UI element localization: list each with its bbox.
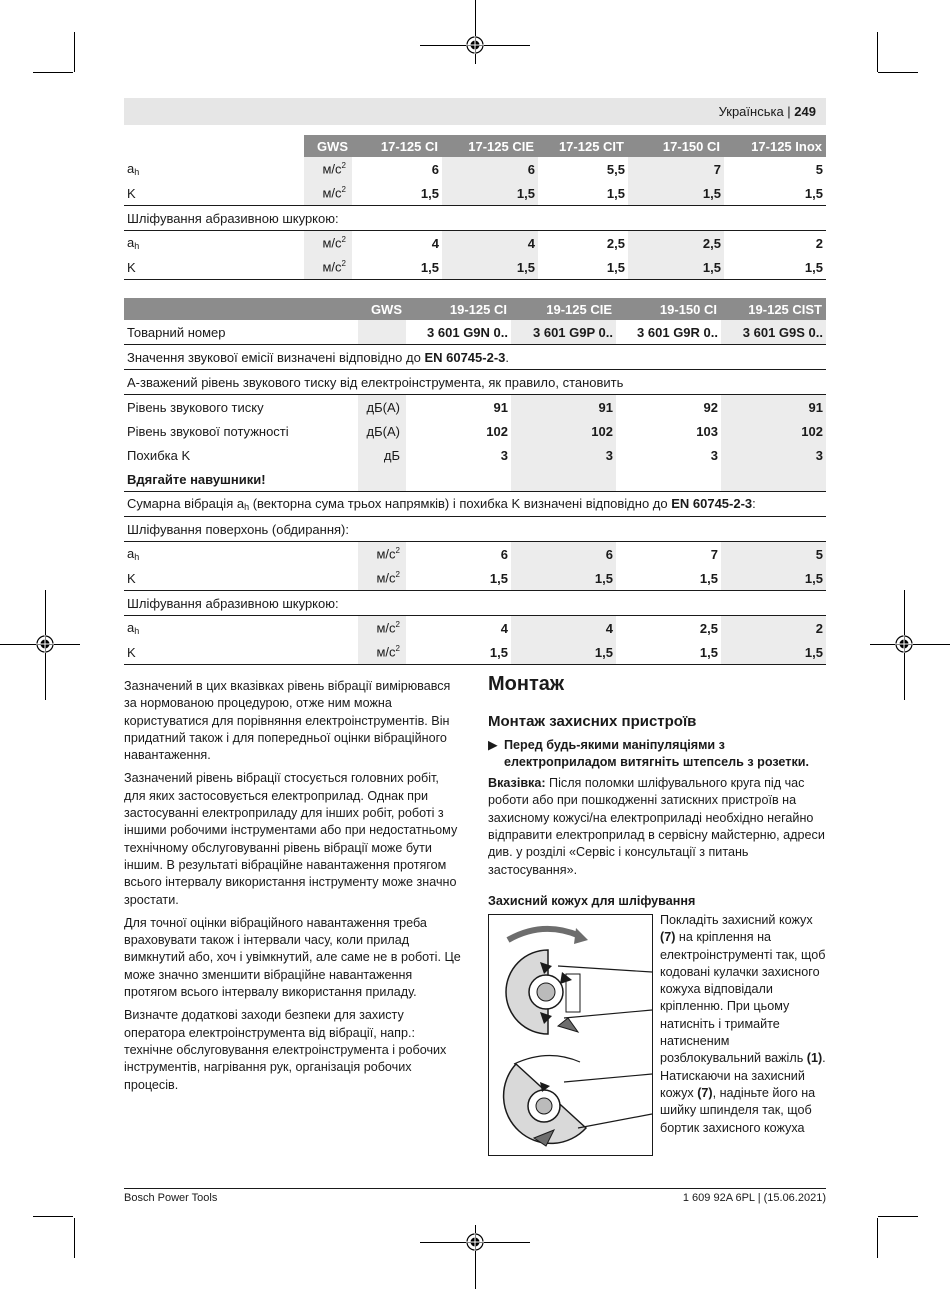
row-label: K [127,644,136,660]
unit-cell: дБ(А) [358,395,406,420]
value-cell: 3 [500,447,508,463]
row-label: Рівень звукової потужності [127,423,289,439]
unit-cell: $м/с^2$ [304,255,352,280]
value-cell: 6 [406,542,511,567]
unit-cell: $м/с^2$ [358,616,406,641]
note-row [124,345,826,370]
crop-mark [877,32,878,72]
vibration-table-17 [124,135,826,280]
col-gws: GWS [358,298,406,320]
value-cell: 91 [511,395,616,420]
table-row [124,181,826,206]
left-column [124,678,462,1100]
row-label: $a_h$ [124,231,304,256]
row-label: K [127,570,136,586]
value-cell: 1,5 [628,181,724,206]
section-row [124,517,826,542]
section-row [124,591,826,616]
col-header: 19-125 CI [406,298,511,320]
value-cell: 1,5 [420,185,439,201]
value-cell: 3 [721,443,826,467]
row-label: $a_h$ [124,542,358,567]
row-label: $a_h$ [127,161,140,177]
value-cell: 1,5 [721,640,826,665]
value-cell: 1,5 [511,640,616,665]
value-cell: 7 [628,157,724,181]
value-cell: 3 601 G9P 0.. [511,320,616,345]
value-cell: 4 [511,616,616,641]
footer-brand: Bosch Power Tools [124,1192,218,1204]
warning-text: Перед будь-якими маніпуляціями з електроприладом витягніть штепсель з розетки. [504,737,809,769]
instruction-step: Натискаючи на захисний кожух (7), надіньте його на шийку шпинделя так, щоб бортик захисного кожуха [660,1068,816,1135]
value-cell: 2,5 [616,616,721,641]
unit-cell: дБ(А) [358,419,406,443]
table-row [124,255,826,280]
value-cell: 4 [442,231,538,256]
table-row [124,320,826,345]
registration-mark-icon [36,635,54,653]
subheading: Захисний кожух для шліфування [488,893,696,908]
value-cell: 1,5 [489,644,508,660]
value-cell: 6 [442,157,538,181]
row-label: Товарний номер [127,324,226,340]
table-row [124,443,826,467]
table-row [124,467,826,492]
noise-vibration-table-19 [124,298,826,665]
vibration-note: Сумарна вібрація $a_h$ (векторна сума трьох напрямків) і похибка K визначені відповідно до EN 60745-2-3: [124,492,826,517]
col-gws: GWS [304,135,352,157]
col-header: 19-125 CIST [721,298,826,320]
header-text: Українська | 249 [718,104,816,119]
note [488,775,828,879]
value-cell: 3 601 G9R 0.. [637,324,718,340]
value-cell: 2 [724,231,826,256]
row-label: K [127,259,136,275]
value-cell: 1,5 [699,570,718,586]
row-label: Похибка K [127,447,191,463]
value-cell: 6 [511,542,616,567]
footer-doc-number: 1 609 92A 6PL | (15.06.2021) [682,1192,826,1204]
value-cell: 1,5 [489,570,508,586]
value-cell: 2 [721,616,826,641]
table-header-row [124,135,826,157]
value-cell: 7 [616,542,721,567]
value-cell: 5,5 [606,161,625,177]
table-row [124,640,826,665]
unit-cell [358,320,406,345]
value-cell: 2,5 [628,231,724,256]
table-row [124,395,826,420]
crop-mark [878,72,918,73]
table-row [124,419,826,443]
value-cell: 102 [486,423,508,439]
note-row [124,370,826,395]
value-cell: 5 [815,161,823,177]
table-row [124,542,826,567]
guard-mounting-illustration [488,914,653,1156]
registration-mark-icon [466,1233,484,1251]
section-label: Шліфування абразивною шкуркою: [124,206,826,231]
section-title: Монтаж [488,673,565,695]
value-cell: 1,5 [442,255,538,280]
value-cell: 3 601 G9S 0.. [721,320,826,345]
row-label: K [127,185,136,201]
crop-mark [877,1218,878,1258]
value-cell: 91 [406,395,511,420]
note-body: Після поломки шліфувального круга під час роботи або при пошкодженні затискних пристроїв на захисному кожусі/на електроприладі необхідно негайно відправити електроприлад в сервісну майстерню, адреси див. у розділі «Сервіс і консультації з питань застосування». [488,776,825,877]
table-row [124,231,826,256]
value-cell: 103 [696,423,718,439]
registration-mark-icon [466,36,484,54]
value-cell: 4 [352,231,442,256]
instruction-step: Покладіть захисний кожух (7) на кріплення на електроінструменті так, щоб кодовані кулачки захисного кожуха відповідали кріпленню. При цьому натисніть і тримайте натисненим розблокувальний важіль (1). [660,913,826,1066]
value-cell: 1,5 [628,255,724,280]
value-cell: 1,5 [511,566,616,591]
value-cell: 1,5 [804,185,823,201]
row-label: $a_h$ [124,616,358,641]
paragraph: Зазначений в цих вказівках рівень вібрації вимірювався за нормованою процедурою, отже ним можна користуватися для порівняння електроінструментів. Він придатний також і для попередньої оцінки вібраційного навантаження. [124,679,451,763]
table-row [124,157,826,181]
unit-cell: $м/с^2$ [358,542,406,567]
col-header: 19-150 CI [616,298,721,320]
unit-cell: $м/с^2$ [304,231,352,256]
paragraph: Для точної оцінки вібраційного навантаження треба враховувати також і інтервали часу, коли прилад вимкнутий або, хоч і увімкнутий, але саме не в роботі. Це може значно зменшити вібраційне навантаження протягом всього інтервалу використання приладу. [124,915,461,1000]
crop-mark [74,32,75,72]
crop-mark [33,72,73,73]
note-row [124,492,826,517]
section-label: Шліфування абразивною шкуркою: [124,591,826,616]
unit-cell: $м/с^2$ [304,181,352,206]
value-cell: 102 [511,419,616,443]
header-language: Українська [718,104,784,119]
row-label: Рівень звукового тиску [124,395,358,420]
section-label: Шліфування поверхонь (обдирання): [124,517,826,542]
unit-cell: $м/с^2$ [358,566,406,591]
value-cell: 102 [721,419,826,443]
value-cell: 3 601 G9N 0.. [427,324,508,340]
footer-divider [124,1188,826,1189]
value-cell: 6 [431,161,439,177]
crop-mark [74,1218,75,1258]
col-header: 19-125 CIE [511,298,616,320]
value-cell: 5 [721,542,826,567]
crop-mark [33,1216,73,1217]
col-header: 17-125 Inox [724,135,826,157]
unit-cell: дБ [358,443,406,467]
value-cell: 4 [406,616,511,641]
col-header: 17-150 CI [628,135,724,157]
section-row [124,206,826,231]
value-cell: 92 [616,395,721,420]
arrow-bullet-icon: ▶ [488,737,498,752]
value-cell: 3 [710,447,718,463]
right-column [488,673,828,914]
note-label: Вказівка: [488,776,546,791]
value-cell: 1,5 [804,259,823,275]
col-header: 17-125 CIE [442,135,538,157]
value-cell: 1,5 [606,259,625,275]
page-number: 249 [794,104,816,119]
value-cell: 1,5 [699,644,718,660]
paragraph: Зазначений рівень вібрації стосується головних робіт, для яких застосовується електроприлад. Однак при застосуванні електроприладу для інших робіт, роботі з іншими робочими інструментами або при недостатньому технічному обслуговуванні рівень вібрації може бути іншим. В результаті вібраційне навантаження протягом всього інтервалу використання інструменту може значно зростати. [124,771,458,907]
figure-instructions [660,912,828,1137]
value-cell: 2,5 [538,231,628,256]
crop-mark [475,0,476,64]
weighted-note: А-зважений рівень звукового тиску від електроінструмента, як правило, становить [124,370,826,395]
noise-note: Значення звукової емісії визначені відповідно до EN 60745-2-3. [124,345,826,370]
paragraph: Визначте додаткові заходи безпеки для захисту оператора електроінструмента від вібрації, напр.: технічне обслуговування електроінструмента і робочих інструментів, нагрівання рук, організація робочих процесів. [124,1008,447,1092]
col-header: 17-125 CI [352,135,442,157]
page-header [124,98,826,125]
value-cell: 91 [721,395,826,420]
value-cell: 1,5 [606,185,625,201]
crop-mark [878,1216,918,1217]
ear-protection-warning: Вдягайте навушники! [127,471,266,487]
unit-cell: $м/с^2$ [304,157,352,181]
value-cell: 1,5 [420,259,439,275]
value-cell: 3 [511,443,616,467]
value-cell: 1,5 [442,181,538,206]
subsection-title: Монтаж захисних пристроїв [488,713,697,731]
table-header-row [124,298,826,320]
unit-cell: $м/с^2$ [358,640,406,665]
safety-warning [488,737,828,772]
table-row [124,616,826,641]
registration-mark-icon [895,635,913,653]
table-row [124,566,826,591]
value-cell: 1,5 [721,566,826,591]
col-header: 17-125 CIT [538,135,628,157]
